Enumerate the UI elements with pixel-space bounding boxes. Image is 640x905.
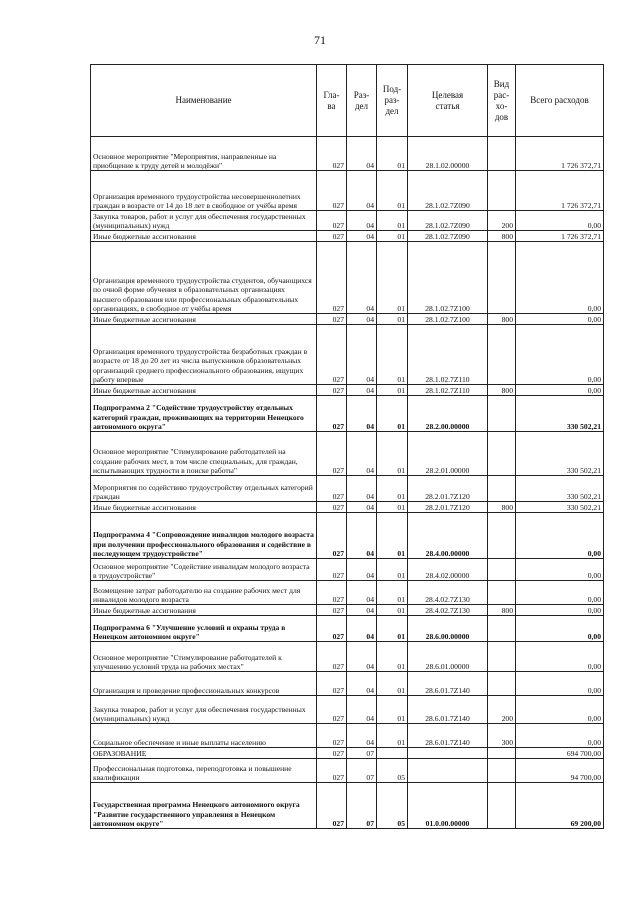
row-podrazdel: 01 (377, 432, 408, 476)
row-podrazdel: 01 (377, 559, 408, 581)
row-podrazdel: 01 (377, 396, 408, 432)
table-row (91, 672, 604, 696)
row-amount: 1 726 372,71 (516, 137, 604, 171)
row-glava: 027 (317, 642, 347, 672)
row-name: Подпрограмма 2 "Содействие трудоустройству отдельных категорий граждан, проживающих на территории Ненецкого автономного округа" (91, 396, 317, 432)
row-podrazdel: 01 (377, 642, 408, 672)
row-amount: 0,00 (516, 242, 604, 314)
row-glava: 027 (317, 137, 347, 171)
table-row (91, 605, 604, 616)
row-podrazdel: 01 (377, 231, 408, 242)
table-row (91, 642, 604, 672)
row-target: 28.1.02.7Z090 (408, 211, 488, 231)
table-row (91, 432, 604, 476)
table-row (91, 385, 604, 396)
row-target: 28.4.02.00000 (408, 559, 488, 581)
row-target: 01.0.00.00000 (408, 783, 488, 829)
row-amount: 1 726 372,71 (516, 171, 604, 211)
row-vid (488, 242, 516, 314)
table-row (91, 616, 604, 642)
row-amount: 0,00 (516, 696, 604, 724)
row-vid: 800 (488, 231, 516, 242)
table-row (91, 396, 604, 432)
table-row (91, 231, 604, 242)
row-podrazdel: 01 (377, 502, 408, 513)
row-razdel: 04 (347, 502, 377, 513)
row-name: Основное мероприятие "Стимулирование работодателей на создание рабочих мест, в том числе специальных, для граждан, испытывающих трудности в поиске работы" (91, 432, 317, 476)
row-amount: 0,00 (516, 314, 604, 325)
row-podrazdel: 01 (377, 616, 408, 642)
row-podrazdel: 01 (377, 476, 408, 502)
row-razdel: 04 (347, 696, 377, 724)
row-target: 28.6.01.00000 (408, 642, 488, 672)
row-podrazdel: 01 (377, 385, 408, 396)
row-vid (488, 513, 516, 559)
row-name: Иные бюджетные ассигнования (91, 502, 317, 513)
row-name: ОБРАЗОВАНИЕ (91, 748, 317, 759)
header-celevaya: Целевая статья (408, 65, 488, 137)
row-razdel: 04 (347, 325, 377, 385)
table-row (91, 724, 604, 748)
row-target: 28.6.01.7Z140 (408, 672, 488, 696)
budget-table (90, 64, 604, 829)
row-name: Подпрограмма 6 "Улучшение условий и охраны труда в Ненецком автономном округе" (91, 616, 317, 642)
row-vid: 800 (488, 502, 516, 513)
header-razdel: Раз- дел (347, 65, 377, 137)
table-row (91, 171, 604, 211)
row-podrazdel: 01 (377, 171, 408, 211)
row-name: Мероприятия по содействию трудоустройству отдельных категорий граждан (91, 476, 317, 502)
row-target: 28.1.02.7Z110 (408, 325, 488, 385)
row-target: 28.4.02.7Z130 (408, 605, 488, 616)
row-name: Организация временного трудоустройства безработных граждан в возрасте от 18 до 20 лет из числа выпускников образовательных организаций среднего профессионального образования, ищущих работу впервые (91, 325, 317, 385)
row-amount: 0,00 (516, 385, 604, 396)
row-razdel: 07 (347, 783, 377, 829)
row-podrazdel: 01 (377, 211, 408, 231)
row-vid (488, 476, 516, 502)
row-razdel: 04 (347, 137, 377, 171)
row-vid (488, 325, 516, 385)
row-razdel: 04 (347, 672, 377, 696)
table-row (91, 513, 604, 559)
row-amount: 0,00 (516, 581, 604, 605)
row-target: 28.6.01.7Z140 (408, 724, 488, 748)
row-vid: 300 (488, 724, 516, 748)
header-vid: Вид рас- хо- дов (488, 65, 516, 137)
row-vid (488, 748, 516, 759)
row-razdel: 04 (347, 231, 377, 242)
row-name: Закупка товаров, работ и услуг для обеспечения государственных (муниципальных) нужд (91, 696, 317, 724)
row-razdel: 04 (347, 211, 377, 231)
table-row (91, 476, 604, 502)
row-vid (488, 396, 516, 432)
row-vid (488, 137, 516, 171)
row-podrazdel: 01 (377, 314, 408, 325)
row-vid (488, 759, 516, 783)
table-row (91, 759, 604, 783)
table-row (91, 581, 604, 605)
row-glava: 027 (317, 672, 347, 696)
header-name: Наименование (91, 65, 317, 137)
row-glava: 027 (317, 616, 347, 642)
row-podrazdel: 01 (377, 696, 408, 724)
row-target: 28.1.02.7Z090 (408, 171, 488, 211)
row-glava: 027 (317, 385, 347, 396)
row-vid (488, 783, 516, 829)
header-vsego: Всего расходов (516, 65, 604, 137)
row-name: Иные бюджетные ассигнования (91, 314, 317, 325)
row-amount: 330 502,21 (516, 502, 604, 513)
row-glava: 027 (317, 325, 347, 385)
row-amount: 94 700,00 (516, 759, 604, 783)
row-name: Основное мероприятие "Мероприятия, направленные на приобщение к труду детей и молодёжи" (91, 137, 317, 171)
row-name: Иные бюджетные ассигнования (91, 231, 317, 242)
row-name: Подпрограмма 4 "Сопровождение инвалидов молодого возраста при получении профессионального образования и содействие в последующем трудоустройстве" (91, 513, 317, 559)
table-row (91, 137, 604, 171)
row-amount: 1 726 372,71 (516, 231, 604, 242)
row-vid (488, 581, 516, 605)
row-name: Организация временного трудоустройства несовершеннолетних граждан в возрасте от 14 до 18 лет в свободное от учёбы время (91, 171, 317, 211)
row-name: Иные бюджетные ассигнования (91, 385, 317, 396)
row-name: Социальное обеспечение и иные выплаты населению (91, 724, 317, 748)
row-podrazdel: 01 (377, 242, 408, 314)
row-name: Возмещение затрат работодателю на создание рабочих мест для инвалидов молодого возраста (91, 581, 317, 605)
table-body (91, 137, 604, 829)
row-target: 28.1.02.7Z090 (408, 231, 488, 242)
row-target: 28.2.01.00000 (408, 432, 488, 476)
row-razdel: 04 (347, 476, 377, 502)
row-vid (488, 559, 516, 581)
row-target: 28.2.01.7Z120 (408, 502, 488, 513)
row-razdel: 04 (347, 396, 377, 432)
row-amount: 0,00 (516, 642, 604, 672)
row-target (408, 759, 488, 783)
row-amount: 330 502,21 (516, 476, 604, 502)
row-vid: 800 (488, 605, 516, 616)
table-row (91, 314, 604, 325)
row-glava: 027 (317, 396, 347, 432)
row-glava: 027 (317, 242, 347, 314)
table-row (91, 783, 604, 829)
row-podrazdel: 05 (377, 783, 408, 829)
row-amount: 0,00 (516, 325, 604, 385)
row-podrazdel: 01 (377, 581, 408, 605)
header-podrazdel: Под- раз- дел (377, 65, 408, 137)
row-target: 28.2.00.00000 (408, 396, 488, 432)
row-vid (488, 672, 516, 696)
row-target: 28.1.02.7Z100 (408, 242, 488, 314)
row-razdel: 04 (347, 581, 377, 605)
row-glava: 027 (317, 748, 347, 759)
row-name: Организация и проведение профессиональных конкурсов (91, 672, 317, 696)
row-razdel: 07 (347, 748, 377, 759)
row-amount: 0,00 (516, 559, 604, 581)
row-vid: 800 (488, 385, 516, 396)
row-target: 28.1.02.00000 (408, 137, 488, 171)
row-amount: 0,00 (516, 672, 604, 696)
row-podrazdel: 01 (377, 325, 408, 385)
table-row (91, 696, 604, 724)
row-target: 28.1.02.7Z110 (408, 385, 488, 396)
row-glava: 027 (317, 211, 347, 231)
row-target: 28.4.02.7Z130 (408, 581, 488, 605)
page-number: 71 (314, 33, 326, 47)
row-glava: 027 (317, 724, 347, 748)
row-glava: 027 (317, 502, 347, 513)
row-podrazdel: 01 (377, 513, 408, 559)
row-amount: 330 502,21 (516, 396, 604, 432)
row-target (408, 748, 488, 759)
row-glava: 027 (317, 513, 347, 559)
row-amount: 694 700,00 (516, 748, 604, 759)
row-razdel: 04 (347, 432, 377, 476)
row-amount: 0,00 (516, 616, 604, 642)
row-amount: 0,00 (516, 211, 604, 231)
table-row (91, 748, 604, 759)
row-target: 28.6.01.7Z140 (408, 696, 488, 724)
row-glava: 027 (317, 605, 347, 616)
row-razdel: 04 (347, 242, 377, 314)
row-amount: 69 200,00 (516, 783, 604, 829)
row-glava: 027 (317, 476, 347, 502)
table-row (91, 502, 604, 513)
row-name: Основное мероприятие "Содействие инвалидам молодого возраста в трудоустройстве" (91, 559, 317, 581)
row-glava: 027 (317, 783, 347, 829)
row-target: 28.6.00.00000 (408, 616, 488, 642)
row-glava: 027 (317, 696, 347, 724)
row-amount: 0,00 (516, 724, 604, 748)
row-target: 28.1.02.7Z100 (408, 314, 488, 325)
row-vid: 200 (488, 211, 516, 231)
table-row (91, 325, 604, 385)
row-name: Основное мероприятие "Стимулирование работодателей к улучшению условий труда на рабочих местах" (91, 642, 317, 672)
row-glava: 027 (317, 759, 347, 783)
row-razdel: 04 (347, 616, 377, 642)
row-vid: 800 (488, 314, 516, 325)
row-target: 28.2.01.7Z120 (408, 476, 488, 502)
row-podrazdel: 05 (377, 759, 408, 783)
row-razdel: 04 (347, 171, 377, 211)
row-razdel: 04 (347, 559, 377, 581)
table-row (91, 242, 604, 314)
row-razdel: 07 (347, 759, 377, 783)
table-row (91, 559, 604, 581)
row-vid (488, 642, 516, 672)
row-name: Профессиональная подготовка, переподготовка и повышение квалификации (91, 759, 317, 783)
row-podrazdel: 01 (377, 605, 408, 616)
table-row (91, 211, 604, 231)
header-glava: Гла- ва (317, 65, 347, 137)
row-glava: 027 (317, 559, 347, 581)
row-vid (488, 616, 516, 642)
row-razdel: 04 (347, 513, 377, 559)
row-razdel: 04 (347, 642, 377, 672)
row-name: Организация временного трудоустройства студентов, обучающихся по очной форме обучения в образовательных организациях высшего образования или профессиональных образовательных организациях, в свободное от учёбы время (91, 242, 317, 314)
row-name: Иные бюджетные ассигнования (91, 605, 317, 616)
row-glava: 027 (317, 581, 347, 605)
row-amount: 0,00 (516, 605, 604, 616)
row-vid: 200 (488, 696, 516, 724)
row-glava: 027 (317, 231, 347, 242)
row-podrazdel: 01 (377, 672, 408, 696)
row-glava: 027 (317, 314, 347, 325)
row-target: 28.4.00.00000 (408, 513, 488, 559)
table-header-row (91, 65, 604, 137)
row-podrazdel (377, 748, 408, 759)
row-razdel: 04 (347, 605, 377, 616)
row-glava: 027 (317, 432, 347, 476)
row-razdel: 04 (347, 724, 377, 748)
row-glava: 027 (317, 171, 347, 211)
row-razdel: 04 (347, 314, 377, 325)
row-amount: 0,00 (516, 513, 604, 559)
row-vid (488, 432, 516, 476)
row-amount: 330 502,21 (516, 432, 604, 476)
row-podrazdel: 01 (377, 137, 408, 171)
row-vid (488, 171, 516, 211)
row-razdel: 04 (347, 385, 377, 396)
row-name: Государственная программа Ненецкого автономного округа "Развитие государственного управления в Ненецком автономном округе" (91, 783, 317, 829)
row-podrazdel: 01 (377, 724, 408, 748)
row-name: Закупка товаров, работ и услуг для обеспечения государственных (муниципальных) нужд (91, 211, 317, 231)
